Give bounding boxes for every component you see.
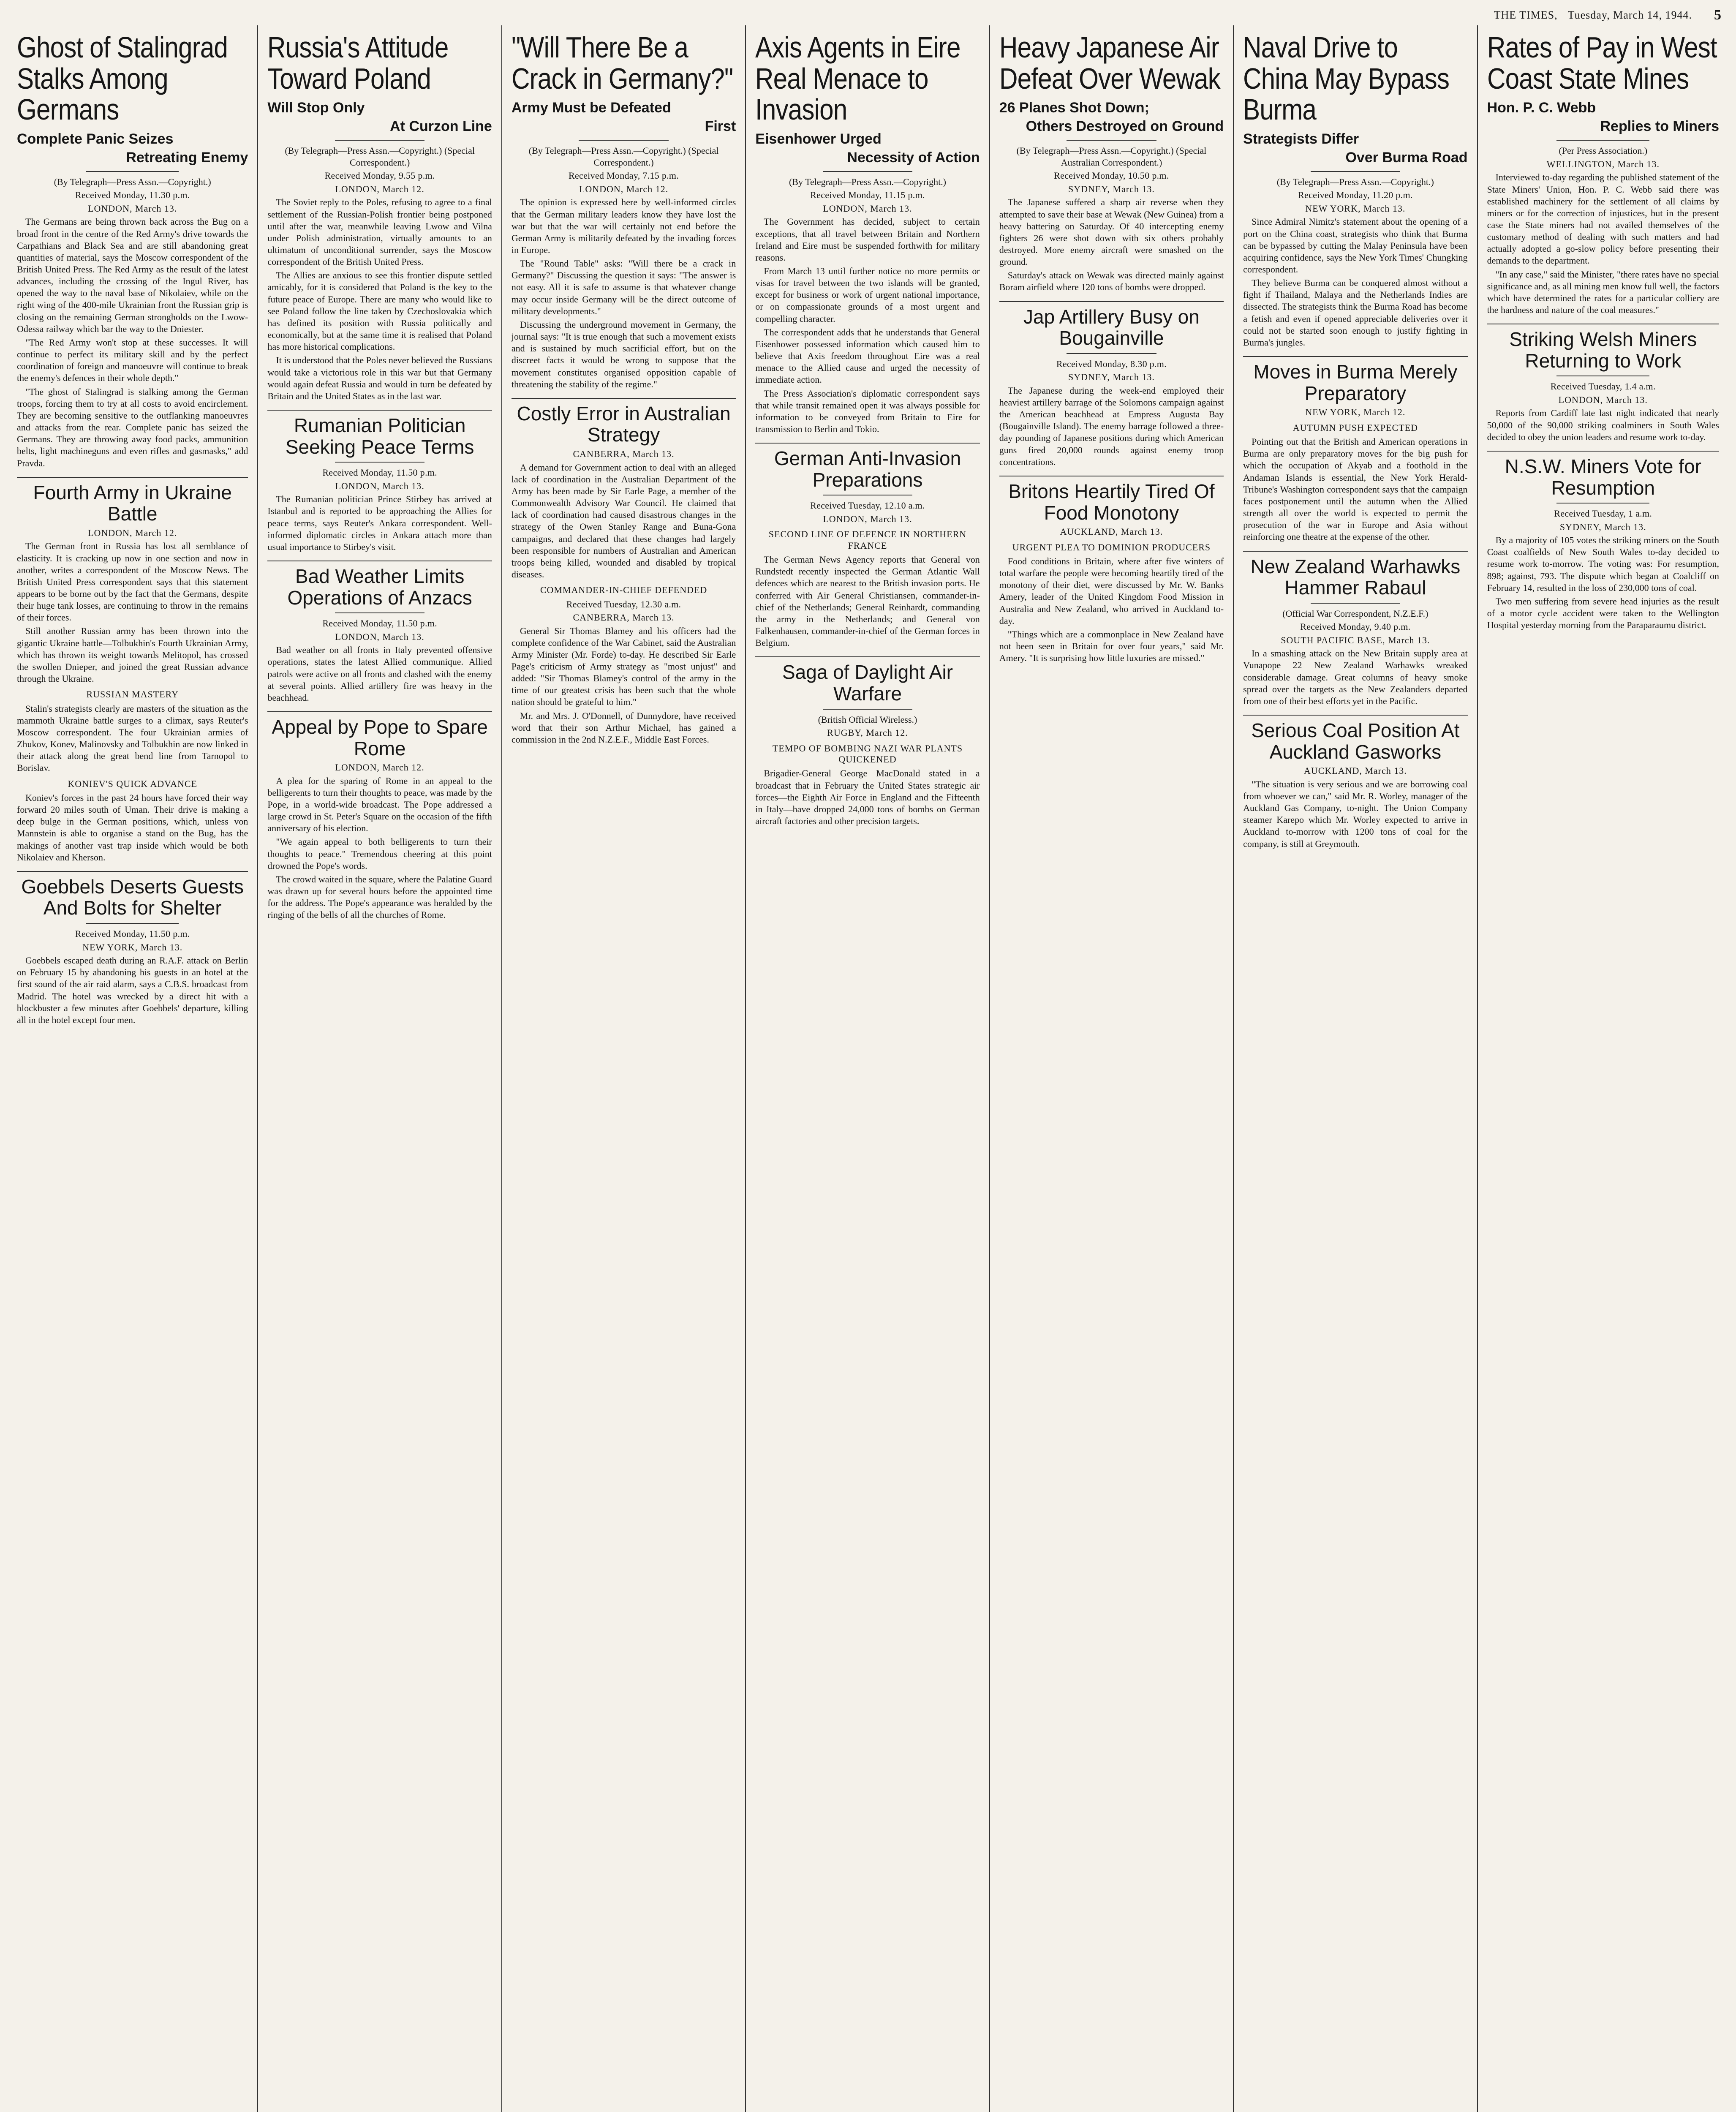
article-body (755, 768, 980, 827)
article-dateline: LONDON, March 12. (579, 183, 669, 194)
news-article (512, 32, 736, 390)
news-column (990, 25, 1234, 2112)
headline-rule (1311, 603, 1401, 604)
news-column (258, 25, 502, 2112)
headline-rule (335, 612, 425, 613)
paragraph: Two men suffering from severe head injuries as the result of a motor cycle accident were taken to the Wellington Hospital yesterday morning from the Paraparaumu district. (1487, 596, 1719, 631)
article-dateline: SYDNEY, March 13. (1559, 521, 1646, 532)
news-article (267, 32, 492, 402)
article-separator (17, 871, 248, 872)
article-headline: German Anti-Invasion Preparations (774, 447, 961, 491)
article-body (512, 196, 736, 390)
article-headline: Saga of Daylight Air Warfare (782, 661, 953, 705)
article-separator (755, 656, 980, 657)
news-article (755, 656, 980, 827)
paragraph: Since Admiral Nimitz's statement about the opening of a port on the China coast, strategists who think that Burma can be bypassed by cutting the Malay Peninsula have been acquiring confidence, says the New York Times' Chungking correspondent. (1243, 216, 1468, 275)
deck-line: Hon. P. C. Webb (1487, 100, 1596, 116)
deck-line: Army Must be Defeated (511, 100, 671, 116)
paragraph: Interviewed to-day regarding the published statement of the State Miners' Union, Hon. P. C. Webb said there was established machinery for the settlement of all claims by miners or for the correction of injustices, but in the present case the State miners had not availed themselves of the customary method of dealing with such matters and had actually adopted a go-slow policy before presenting their demands to the department. (1487, 172, 1719, 266)
paragraph: The crowd waited in the square, where the Palatine Guard was drawn up for several hours before the appointed time for the address. The Pope's appearance was heralded by the ringing of the bells of all the churches of Rome. (267, 874, 492, 920)
news-column (1234, 25, 1478, 2112)
article-dateline: SOUTH PACIFIC BASE, March 13. (1281, 634, 1430, 645)
news-article (1487, 324, 1719, 443)
article-dateline: LONDON, March 13. (823, 203, 912, 214)
article-dateline: NEW YORK, March 12. (1305, 407, 1406, 418)
article-dateline: CANBERRA, March 13. (573, 449, 675, 460)
page-number: 5 (1714, 7, 1722, 23)
paragraph: Reports from Cardiff late last night indicated that nearly 50,000 of the 90,000 striking coalminers in South Wales decided to obey the union leaders and resume work to-day. (1487, 408, 1719, 442)
deck-line: Will Stop Only (267, 100, 365, 116)
article-received: Received Monday, 9.55 p.m. (324, 170, 435, 181)
paragraph: Saturday's attack on Wewak was directed mainly against Boram airfield where 120 tons of bombs were dropped. (999, 270, 1224, 293)
article-body (999, 555, 1224, 664)
paragraph: Still another Russian army has been thrown into the gigantic Ukraine battle—Tolbukhin's Fourth Ukrainian Army, which has thrown its weight towards Melitopol, has crossed the swollen Dnieper, and joined the great Russian advance through the Ukraine. (17, 626, 248, 684)
news-article (1243, 715, 1467, 850)
article-received: Received Monday, 11.50 p.m. (322, 618, 437, 629)
article-separator (1243, 551, 1467, 552)
article-dateline: AUCKLAND, March 13. (1303, 765, 1407, 776)
paragraph: General Sir Thomas Blamey and his officers had the complete confidence of the War Cabinet, said the Australian Army Minister (Mr. Forde) to-day. He described Sir Earle Page's criticism of Army strategy as "most unjust" and added: "Sir Thomas Blamey's control of the army in the time of our greatest crisis has been such that the whole nation should be grateful to him." (511, 625, 736, 708)
paragraph: From March 13 until further notice no more permits or visas for travel between the two islands will be granted, except for business or work of urgent national importance, or on compassionate grounds of a most urgent and compelling character. (755, 266, 980, 324)
article-dateline: LONDON, March 12. (335, 762, 424, 773)
news-article (999, 476, 1224, 664)
news-article (267, 410, 492, 553)
article-headline: Striking Welsh Miners Returning to Work (1509, 328, 1697, 372)
news-article (999, 32, 1224, 294)
article-subhead: RUSSIAN MASTERY (86, 689, 179, 700)
paragraph: "In any case," said the Minister, "there rates have no special significance and, as all mining men know full well, the factors which have determined the rates for a particular colliery are the hardness and nature of the coal measures." (1487, 269, 1719, 316)
paragraph: "The ghost of Stalingrad is stalking among the German troops, forcing them to try at all costs to avoid encirclement. They are becoming sensitive to the outflanking manoeuvres and attacks from the rear. Complete panic has seized the Germans. They are throwing away food packs, ammunition belts, light machineguns and even rifles and gasmasks," add Pravda. (17, 386, 248, 468)
paragraph: They believe Burma can be conquered almost without a fight if Thailand, Malaya and the Netherlands Indies are dissected. The strategists think the Burma Road has become a fetish and even if opened appreciable deliveries over it could not be started soon enough to justify fighting in Burma's jungles. (1243, 278, 1468, 348)
news-article (1243, 356, 1467, 543)
paragraph: The Japanese during the week-end employed their heaviest artillery barrage of the Solomons campaign against the American beachhead at Empress Augusta Bay (Bougainville Island). The enemy barrage followed a three-day pounding of Japanese positions during which American guns fired 20,000 rounds against enemy troop concentrations. (999, 385, 1224, 467)
article-received: Received Tuesday, 1 a.m. (1554, 508, 1652, 519)
headline-rule (823, 709, 913, 710)
paragraph: Bad weather on all fronts in Italy prevented offensive operations, states the latest Allied communique. Allied patrols were active on all fronts and clashed with the enemy at several points. Allied artillery fire was heavy in the beachhead. (267, 645, 492, 703)
headline-rule (1067, 140, 1156, 141)
article-dateline: LONDON, March 13. (823, 513, 912, 524)
headline-rule (335, 140, 425, 141)
paragraph: "Things which are a commonplace in New Zealand have not been seen in Britain for over four years," said Mr. Amery. "It is surprising how little luxuries are missed." (999, 629, 1224, 664)
issue-date: Tuesday, March 14, 1944. (1567, 9, 1692, 21)
article-received: Received Tuesday, 12.30 a.m. (566, 599, 681, 610)
headline-rule (86, 171, 179, 172)
news-article (512, 398, 736, 746)
deck-line: Eisenhower Urged (755, 131, 882, 147)
article-received: Received Tuesday, 1.4 a.m. (1550, 381, 1656, 392)
article-byline: (By Telegraph—Press Assn.—Copyright.) (789, 176, 947, 187)
article-dateline: SYDNEY, March 13. (1068, 183, 1155, 194)
article-dateline: LONDON, March 12. (88, 527, 177, 538)
article-deck (1487, 98, 1719, 136)
article-subhead: URGENT PLEA TO DOMINION PRODUCERS (1012, 542, 1211, 552)
article-byline: (By Telegraph—Press Assn.—Copyright.) (54, 176, 211, 187)
article-subhead: SECOND LINE OF DEFENCE IN NORTHERN FRANCE (768, 529, 967, 551)
article-headline: Britons Heartily Tired Of Food Monotony (1008, 480, 1215, 524)
article-body (1243, 778, 1467, 850)
news-article (17, 477, 248, 863)
article-body (755, 216, 980, 435)
article-subhead: TEMPO OF BOMBING NAZI WAR PLANTS QUICKENED (772, 743, 963, 765)
article-dateline: LONDON, March 12. (335, 183, 424, 194)
article-dateline: RUGBY, March 12. (827, 727, 908, 738)
news-article (267, 561, 492, 704)
paragraph: It is understood that the Poles never believed the Russians would take a victorious role in this war but that Germany would again defeat Russia and would in turn be defeated by Britain and the United States as in the last war. (267, 355, 492, 401)
article-dateline: SYDNEY, March 13. (1068, 372, 1155, 383)
article-body (1487, 534, 1719, 631)
article-dateline: LONDON, March 13. (1558, 394, 1648, 405)
paragraph: "The Red Army won't stop at these successes. It will continue to perfect its military skill and by the perfect coordination of foreign and manoeuvre will continue to break the enemy's defences in their whole depth." (17, 337, 248, 384)
headline-rule (1311, 171, 1401, 172)
article-subhead: KONIEV'S QUICK ADVANCE (68, 778, 198, 789)
article-byline: (British Official Wireless.) (818, 714, 917, 725)
paragraph: "The situation is very serious and we are borrowing coal from whoever we can," said Mr. R. Worley, manager of the Auckland Gas Company, to-night. The Union Company steamer Karepo which Mr. Worley expected to arrive in Auckland to-morrow with 1200 tons of coal for the company, is still at Greymouth. (1243, 778, 1468, 849)
article-deck (999, 98, 1224, 136)
article-headline: N.S.W. Miners Vote for Resumption (1505, 455, 1701, 499)
paragraph: The opinion is expressed here by well-informed circles that the German military leaders know they have lost the war but that the war will certainly not end before the German Army is militarily defeated by the invading forces in Europe. (511, 197, 736, 255)
paragraph: The Germans are being thrown back across the Bug on a broad front in the centre of the Red Army's drive towards the Carpathians and Black Sea and are still abandoning great quantities of material, says the Moscow correspondent of the British United Press. The Red Army as the result of the latest advances, including the crossing of the Ingul River, has opened the way to the naval base of Nikolaiev, while on the right wing of the 400-mile Ukrainian front the Russian grip is closing on the remaining German strongholds on the Lwow-Odessa railway which bar the way to the Dniester. (17, 216, 248, 334)
deck-line: First (705, 118, 736, 135)
article-headline: Ghost of Stalingrad Stalks Among Germans (17, 31, 228, 126)
headline-rule (1556, 140, 1649, 141)
article-dateline: WELLINGTON, March 13. (1546, 158, 1660, 169)
article-separator (267, 711, 492, 712)
paragraph: The German front in Russia has lost all semblance of elasticity. It is cracking up now in one section and now in another, writes a correspondent of the Moscow News. The British United Press correspondent says that this statement appears to be borne out by the fact that the Germans, despite their huge tank losses, are continuing to throw in the remains of their forces. (17, 541, 248, 623)
paragraph: In a smashing attack on the New Britain supply area at Vunapope 22 New Zealand Warhawks wreaked considerable damage. Great columns of heavy smoke spread over the targets as the New Zealanders departed from one of their best efforts yet in the Pacific. (1243, 648, 1468, 706)
paragraph: By a majority of 105 votes the striking miners on the South Coast coalfields of New South Wales to-day decided to resume work to-morrow. The voting was: For resumption, 898; against, 793. The dispute which began at Coalcliff on February 14, resulted in the loss of 230,000 tons of coal. (1487, 535, 1719, 593)
paragraph: Stalin's strategists clearly are masters of the situation as the mammoth Ukraine battle surges to a climax, says Reuter's Moscow correspondent. The four Ukrainian armies of Zhukov, Konev, Malinovsky and Tolbukhin are now linked in their attack along the great bend line from Tarnopol to Borislav. (17, 703, 248, 773)
headline-rule (1067, 353, 1156, 354)
news-article (17, 32, 248, 469)
paragraph: Mr. and Mrs. J. O'Donnell, of Dunnydore, have received word that their son Arthur Michael, has gained a commission in the 2nd N.Z.E.F., Middle East Forces. (511, 710, 736, 745)
news-article (267, 711, 492, 921)
article-body (512, 462, 736, 746)
headline-rule (86, 923, 179, 924)
article-separator (755, 443, 980, 444)
article-dateline: CANBERRA, March 13. (573, 612, 675, 623)
article-byline: (By Telegraph—Press Assn.—Copyright.) (Special Correspondent.) (285, 145, 475, 168)
article-body (267, 644, 492, 704)
article-body (267, 493, 492, 553)
paragraph: Pointing out that the British and American operations in Burma are only preparatory moves for the big push for which the occupation of Akyab and a foothold in the Andaman Islands is essential, the New York Herald-Tribune's Washington correspondent says that the campaign faces postponement until the autumn when the Allied strength all over the world is expected to permit the prosecution of the war in Europe and Asia without reinforcing one theatre at the expense of the other. (1243, 436, 1468, 542)
article-byline: (By Telegraph—Press Assn.—Copyright.) (Special Correspondent.) (528, 145, 719, 168)
paragraph: Goebbels escaped death during an R.A.F. attack on Berlin on February 15 by abandoning his guests in an hotel at the first sound of the air raid alarm, says a C.B.S. broadcast from Madrid. The hotel was wrecked by a direct hit with a blockbuster a few minutes after Goebbels' departure, killing all in the hotel except four men. (17, 955, 248, 1025)
article-received: Received Monday, 11.15 p.m. (810, 190, 925, 201)
article-headline: Naval Drive to China May Bypass Burma (1243, 31, 1450, 126)
article-received: Received Monday, 11.30 p.m. (75, 190, 190, 201)
paragraph: Food conditions in Britain, where after five winters of total warfare the people were becoming heartily tired of the monotony of their diet, were discussed by Mr. W. Banks Amery, leader of the United Kingdom Food Mission in Australia and New Zealand, who arrived in Auckland to-day. (999, 555, 1224, 626)
article-body (1243, 216, 1467, 348)
article-headline: Bad Weather Limits Operations of Anzacs (287, 565, 472, 609)
article-headline: Rates of Pay in West Coast State Mines (1487, 31, 1717, 95)
article-body (17, 216, 248, 469)
article-columns (14, 25, 1722, 2112)
paragraph: The "Round Table" asks: "Will there be a crack in Germany?" Discussing the question it says: "The answer is not easy. All it is safe to assume is that whatever change may occur inside Germany will be the direct outcome of military developments." (511, 258, 736, 316)
masthead (14, 7, 1722, 24)
paragraph: Discussing the underground movement in Germany, the journal says: "It is true enough that such a movement exists and is sustained by much sacrificial effort, but on the discreet facts it would be wrong to suppose that the movement constitutes organised opposition capable of threatening the stability of the regime." (511, 319, 736, 389)
article-headline: Costly Error in Australian Strategy (517, 402, 731, 446)
article-separator (267, 410, 492, 411)
news-article (1243, 32, 1467, 348)
article-headline: Rumanian Politician Seeking Peace Terms (285, 414, 474, 458)
headline-rule (1556, 503, 1649, 504)
deck-line: Retreating Enemy (126, 149, 248, 166)
article-byline: (By Telegraph—Press Assn.—Copyright.) (Special Australian Correspondent.) (1016, 145, 1207, 168)
article-deck (267, 98, 492, 136)
article-deck (512, 98, 736, 136)
paragraph: The Japanese suffered a sharp air reverse when they attempted to save their base at Wewak (New Guinea) from a heavy battering on Saturday. Of 40 intercepting enemy fighters 26 were shot down with six others probably destroyed. More enemy aircraft were smashed on the ground. (999, 197, 1224, 267)
article-body (999, 385, 1224, 468)
article-byline: (Per Press Association.) (1559, 145, 1648, 156)
article-headline: Goebbels Deserts Guests And Bolts for Shelter (21, 875, 244, 919)
article-body (1487, 407, 1719, 443)
article-headline: Jap Artillery Busy on Bougainville (1023, 305, 1200, 349)
deck-line: 26 Planes Shot Down; (999, 100, 1149, 116)
article-body (267, 196, 492, 402)
article-separator (512, 398, 736, 399)
news-article (1243, 551, 1467, 707)
article-deck (755, 130, 980, 167)
paragraph: The Allies are anxious to see this frontier dispute settled amicably, for it is considered that Poland is the key to the future peace of Europe. There are many who would like to see Poland follow the line taken by Czechoslovakia which has defined its position with Russia politically and economically, but at the same time it is realised that Poland has more historical complications. (267, 270, 492, 352)
paragraph: The Soviet reply to the Poles, refusing to agree to a final settlement of the Russian-Polish frontier being postponed until after the war, meanwhile leaving Lwow and Vilna under Polish administration, virtually amounts to an ultimatum of unconditional surrender, says the Moscow correspondent of the British United Press. (267, 197, 492, 267)
article-separator (1243, 356, 1467, 357)
headline-rule (335, 462, 425, 463)
deck-line: Strategists Differ (1243, 131, 1359, 147)
article-deck (1243, 130, 1467, 167)
article-subhead: AUTUMN PUSH EXPECTED (1292, 422, 1418, 433)
article-subhead: COMMANDER-IN-CHIEF DEFENDED (540, 585, 707, 596)
article-received: Received Monday, 10.50 p.m. (1054, 170, 1169, 181)
deck-line: Others Destroyed on Ground (1026, 118, 1224, 135)
article-dateline: AUCKLAND, March 13. (1060, 526, 1163, 537)
news-column (14, 25, 258, 2112)
news-column (502, 25, 746, 2112)
article-body (755, 554, 980, 649)
article-separator (1487, 451, 1719, 452)
article-body (999, 196, 1224, 293)
article-separator (1243, 715, 1467, 716)
news-column (1478, 25, 1722, 2112)
article-body (17, 955, 248, 1026)
article-headline: New Zealand Warhawks Hammer Rabaul (1250, 555, 1461, 599)
article-headline: Appeal by Pope to Spare Rome (272, 716, 488, 759)
article-received: Received Monday, 8.30 p.m. (1056, 358, 1167, 369)
article-dateline: LONDON, March 13. (335, 631, 424, 642)
article-deck (17, 130, 248, 167)
news-article (1487, 451, 1719, 631)
article-dateline: LONDON, March 13. (335, 480, 424, 491)
paragraph: Brigadier-General George MacDonald stated in a broadcast that in February the United States strategic air forces—the Eighth Air Force in England and the Fifteenth in Italy—have dropped 24,000 tons of bombs on German aircraft factories and other precision targets. (755, 768, 980, 826)
article-body (1487, 171, 1719, 316)
article-headline: Russia's Attitude Toward Poland (267, 31, 449, 95)
article-dateline: NEW YORK, March 13. (1305, 203, 1406, 214)
news-article (1487, 32, 1719, 316)
deck-line: Necessity of Action (847, 149, 980, 166)
article-headline: "Will There Be a Crack in Germany?" (511, 31, 733, 95)
article-body (1243, 436, 1467, 543)
article-headline: Heavy Japanese Air Defeat Over Wewak (999, 31, 1220, 95)
article-byline: (By Telegraph—Press Assn.—Copyright.) (1276, 176, 1434, 187)
paragraph: The Rumanian politician Prince Stirbey has arrived at Istanbul and is reported to be approaching the Allies for peace terms, says Reuter's Ankara correspondent. Well-informed diplomatic circles in Ankara attach more than usual importance to Stirbey's visit. (267, 494, 492, 552)
news-article (17, 871, 248, 1026)
article-headline: Serious Coal Position At Auckland Gasworks (1251, 719, 1460, 763)
article-received: Received Tuesday, 12.10 a.m. (810, 500, 925, 511)
paragraph: A demand for Government action to deal with an alleged lack of coordination in the Australian Department of the Army has been made by Sir Earle Page, a member of the Commonwealth Advisory War Council. He claimed that lack of coordination had caused disastrous changes in the strategy of the Owen Stanley Range and Buna-Gona campaigns, and declared that these changes had largely been responsible for numbers of Australian and American troops being killed, wounded and disabled by tropical diseases. (511, 462, 736, 580)
article-received: Received Monday, 9.40 p.m. (1300, 621, 1411, 632)
article-dateline: LONDON, March 13. (88, 203, 177, 214)
article-body (17, 540, 248, 863)
article-received: Received Monday, 11.20 p.m. (1298, 190, 1413, 201)
deck-line: Over Burma Road (1345, 149, 1468, 166)
paragraph: The Press Association's diplomatic correspondent says that while transit remained open it was always possible for information to be conveyed from Britain to Eire for transmission to Berlin and Tokio. (755, 388, 980, 435)
article-separator (17, 477, 248, 478)
news-article (755, 443, 980, 649)
paragraph: Koniev's forces in the past 24 hours have forced their way forward 20 miles south of Uman. Their drive is making a deep bulge in the German positions, which, unless von Mannstein is able to organise a stand on the Bug, has the makings of another vast trap inside which would be both Nikolaiev and Kherson. (17, 792, 248, 863)
article-separator (999, 301, 1224, 302)
article-headline: Moves in Burma Merely Preparatory (1253, 361, 1458, 404)
paragraph: The Government has decided, subject to certain exceptions, that all travel between Britain and Northern Ireland and Eire must be suspended forthwith for military reasons. (755, 216, 980, 263)
article-headline: Fourth Army in Ukraine Battle (33, 481, 232, 525)
article-body (1243, 648, 1467, 707)
deck-line: At Curzon Line (390, 118, 492, 135)
headline-rule (823, 171, 913, 172)
headline-rule (579, 140, 669, 141)
paragraph: A plea for the sparing of Rome in an appeal to the belligerents to turn their thoughts to peace, was made by the Pope, in a world-wide broadcast. The Pope addressed a large crowd in St. Peter's Square on the occasion of the fifth anniversary of his election. (267, 775, 492, 834)
article-received: Received Monday, 7.15 p.m. (568, 170, 679, 181)
news-article (999, 301, 1224, 468)
paper-name: THE TIMES, (1494, 9, 1558, 21)
article-body (267, 775, 492, 921)
article-headline: Axis Agents in Eire Real Menace to Invasion (755, 31, 961, 126)
deck-line: Complete Panic Seizes (17, 131, 174, 147)
paragraph: The German News Agency reports that General von Rundstedt recently inspected the German Atlantic Wall defences which are nearest to the British invasion ports. He conferred with Air General Christiansen, commander-in-chief of the Netherlands; General Reinhardt, commanding the army in the Netherlands; and General von Falkenhausen, commander-in-chief of the German forces in Belgium. (755, 554, 980, 648)
article-dateline: NEW YORK, March 13. (82, 942, 183, 953)
news-column (746, 25, 990, 2112)
news-article (755, 32, 980, 435)
paragraph: The correspondent adds that he understands that General Eisenhower possessed information which caused him to believe that Axis freedom throughout Eire was a real menace to the Allied cause and urged the necessity of immediate action. (755, 327, 980, 385)
deck-line: Replies to Miners (1600, 118, 1719, 135)
paragraph: "We again appeal to both belligerents to turn their thoughts to peace." Tremendous cheering at this point drowned the Pope's words. (267, 836, 492, 871)
article-received: Received Monday, 11.50 p.m. (322, 467, 437, 478)
article-received: Received Monday, 11.50 p.m. (75, 928, 190, 939)
article-byline: (Official War Correspondent, N.Z.E.F.) (1282, 608, 1429, 619)
